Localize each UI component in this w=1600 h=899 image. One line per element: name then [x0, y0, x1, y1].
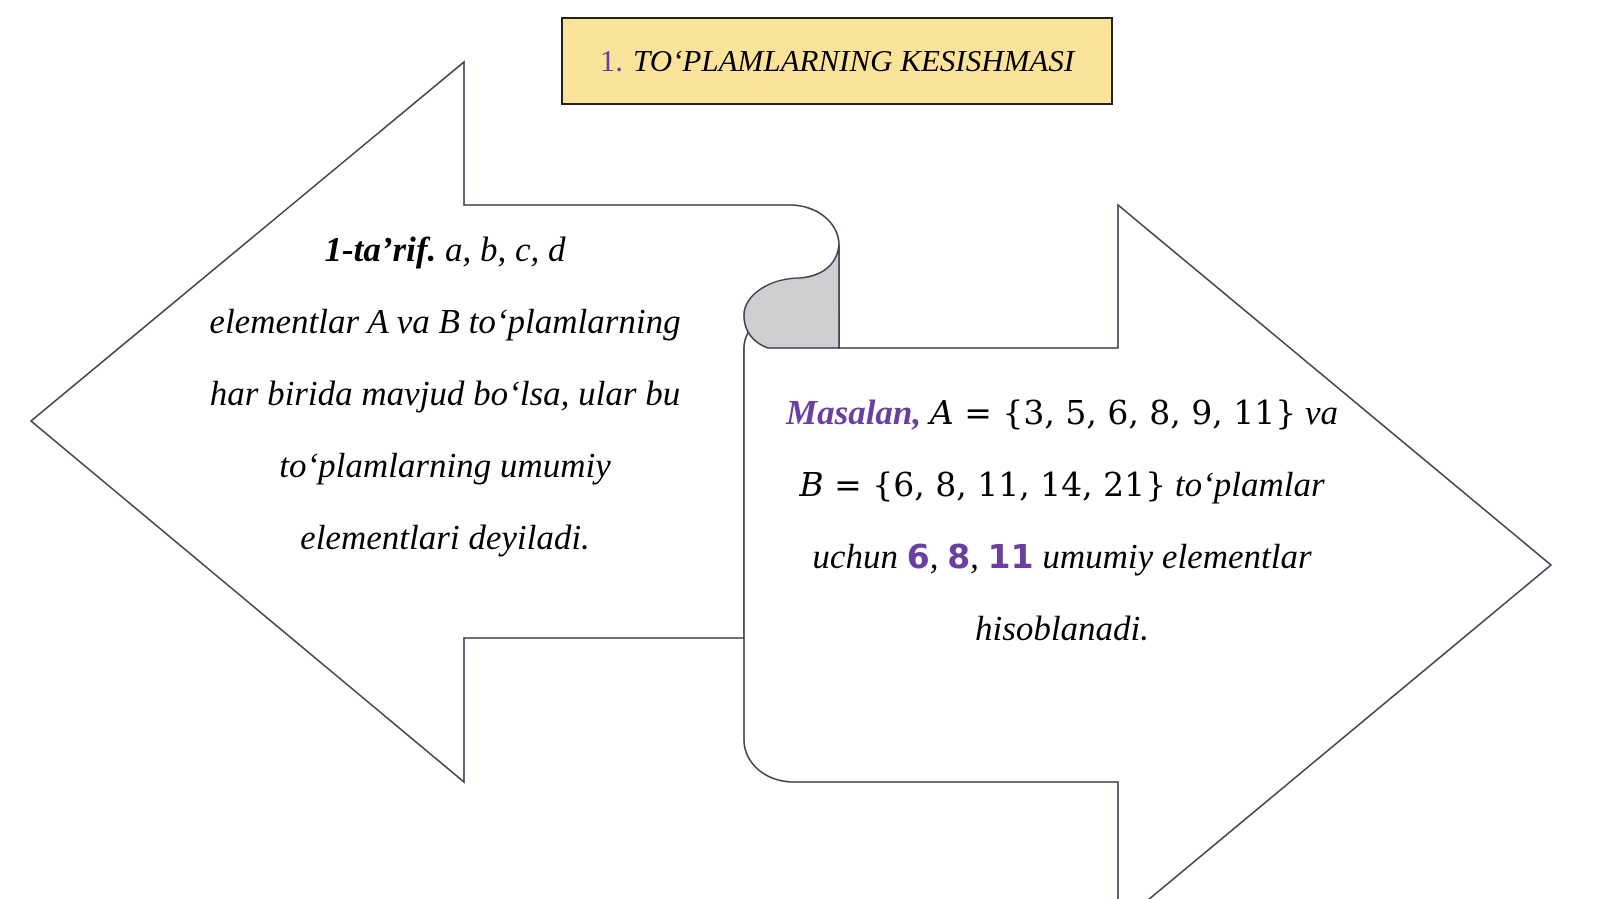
example-line-3: uchun 6, 8, 11 umumiy elementlar	[812, 537, 1312, 576]
definition-line-1: 1-ta’rif. a, b, c, d	[324, 230, 566, 269]
example-label: Masalan,	[785, 393, 922, 432]
title-number: 1.	[599, 43, 624, 78]
definition-line-4: to‘plamlarning umumiy	[279, 446, 611, 485]
example-line-1: Masalan, A = {3, 5, 6, 8, 9, 11} va	[785, 393, 1339, 432]
definition-text	[150, 214, 740, 574]
common-element-8: 8	[947, 537, 971, 576]
definition-line-3: har birida mavjud bo‘lsa, ular bu	[209, 374, 681, 413]
definition-line-2: elementlar A va B to‘plamlarning	[209, 302, 681, 341]
definition-line-5: elementlari deyiladi.	[300, 518, 590, 557]
set-a: A = {3, 5, 6, 8, 9, 11}	[929, 393, 1297, 432]
common-element-6: 6	[906, 537, 930, 576]
example-text	[752, 377, 1372, 665]
title-text: TO‘PLAMLARNING KESISHMASI	[633, 43, 1075, 78]
definition-label: 1-ta’rif.	[324, 230, 437, 269]
example-line-4: hisoblanadi.	[974, 609, 1150, 648]
set-b: B = {6, 8, 11, 14, 21}	[799, 465, 1167, 504]
common-element-11: 11	[987, 537, 1034, 576]
example-line-2: B = {6, 8, 11, 14, 21} to‘plamlar	[799, 465, 1325, 504]
title-box	[561, 17, 1113, 105]
